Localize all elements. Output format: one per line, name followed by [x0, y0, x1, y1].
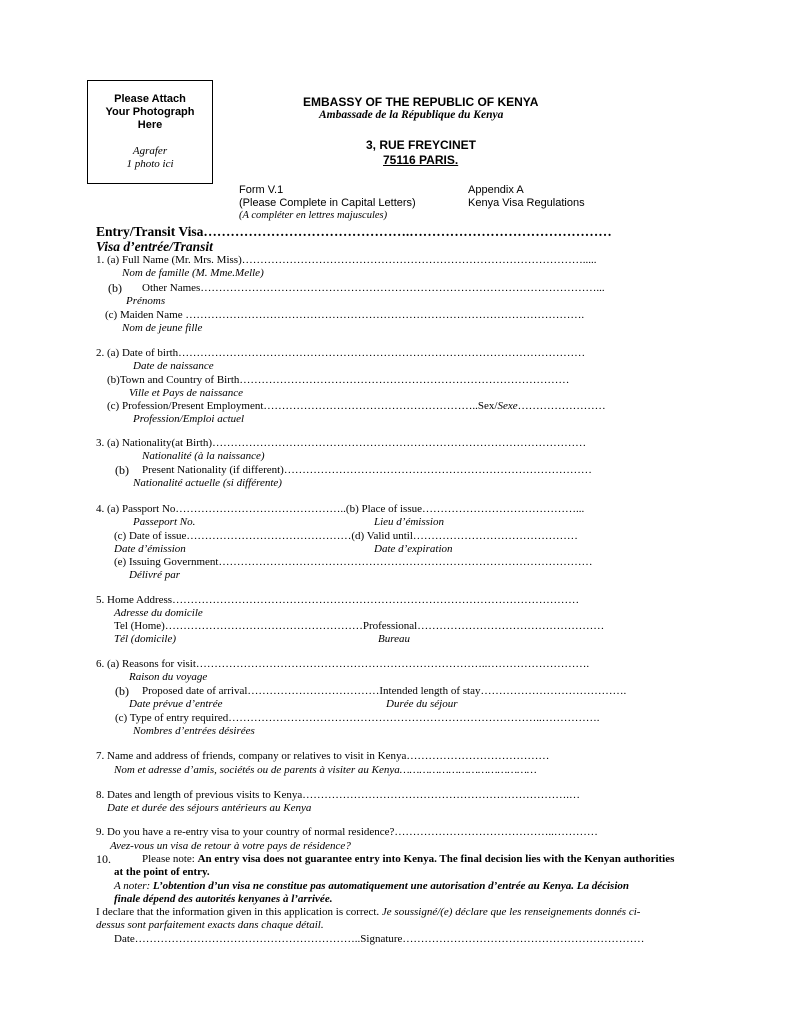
entry-type-field[interactable]: (c) Type of entry required…………………………………………………………………………..……………. — [115, 712, 600, 724]
reentry-visa-label-fr: Avez-vous un visa de retour à votre pays de résidence? — [110, 840, 351, 852]
entry-notice-cont: at the point of entry. — [114, 866, 210, 878]
regulations-label: Kenya Visa Regulations — [468, 197, 585, 209]
kenya-contacts-label-fr: Nom et adresse d’amis, sociétés ou de parents à visiter au Kenya…………………………………… — [114, 764, 537, 776]
photo-label-line1: Please Attach — [114, 93, 186, 105]
issuing-government-field[interactable]: (e) Issuing Government………………………………………………………………………………………… — [114, 556, 593, 568]
stay-length-label-fr: Durée du séjour — [386, 698, 458, 710]
arrival-stay-field[interactable]: Proposed date of arrival………………………………Intended length of stay…………………………………. — [142, 685, 627, 697]
issue-valid-dates-field[interactable]: (c) Date of issue………………………………………(d) Valid until……………………………………… — [114, 530, 578, 542]
entry-notice-fr-cont: finale dépend des autorités kenyanes à l’arrivée. — [114, 893, 333, 905]
full-name-label-fr: Nom de famille (M. Mme.Melle) — [122, 267, 264, 279]
birthplace-label-fr: Ville et Pays de naissance — [129, 387, 244, 399]
appendix-label: Appendix A — [468, 184, 524, 196]
other-names-num: (b) — [108, 281, 122, 295]
capitals-instruction: (Please Complete in Capital Letters) — [239, 197, 416, 209]
profession-sex-field[interactable]: (c) Profession/Present Employment…………………………………………………..Sex/Sexe…………………… — [107, 400, 606, 412]
place-of-issue-label-fr: Lieu d’émission — [374, 516, 444, 528]
photo-label-line2: Your Photograph — [105, 106, 195, 118]
present-nationality-field[interactable]: Present Nationality (if different)………………………………………………………………………… — [142, 464, 592, 476]
reasons-for-visit-field[interactable]: 6. (a) Reasons for visit……………………………………………………………………..………………………. — [96, 658, 590, 670]
form-number: Form V.1 — [239, 184, 284, 196]
declaration-text-fr: dessus sont parfaitement exacts dans chaque détail. — [96, 919, 324, 931]
date-of-birth-field[interactable]: 2. (a) Date of birth………………………………………………………………………………………………… — [96, 347, 586, 359]
maiden-name-field[interactable]: (c) Maiden Name ………………………………………………………………………………………………. — [105, 309, 585, 321]
birthplace-field[interactable]: (b)Town and Country of Birth……………………………………………………………………………… — [107, 374, 570, 386]
full-name-field[interactable]: 1. (a) Full Name (Mr. Mrs. Miss)…………………………………………………………………………………..... — [96, 254, 597, 266]
date-of-birth-label-fr: Date de naissance — [133, 360, 214, 372]
telephone-home-label-fr: Tél (domicile) — [114, 633, 177, 645]
photo-label-fr2: 1 photo ici — [126, 158, 174, 170]
reentry-visa-field[interactable]: 9. Do you have a re-entry visa to your country of normal residence?……………………………………..………… — [96, 826, 598, 838]
maiden-name-label-fr: Nom de jeune fille — [122, 322, 203, 334]
other-names-field[interactable]: Other Names………………………………………………………………………………………………... — [142, 282, 605, 294]
date-signature-field[interactable]: Date……………………………………………………..Signature………………………………………………………… — [114, 933, 645, 945]
entry-notice: Please note: An entry visa does not guarantee entry into Kenya. The final decision lies with the Kenyan authorities — [142, 853, 675, 865]
arrival-stay-num: (b) — [115, 684, 129, 698]
kenya-contacts-field[interactable]: 7. Name and address of friends, company or relatives to visit in Kenya………………………………… — [96, 750, 550, 762]
entry-notice-fr: A noter: L’obtention d’un visa ne constitue pas automatiquement une autorisation d’entrée au Kenya. La décision — [114, 880, 630, 892]
other-names-label-fr: Prénoms — [126, 295, 166, 307]
arrival-date-label-fr: Date prévue d’entrée — [129, 698, 223, 710]
home-address-field[interactable]: 5. Home Address………………………………………………………………………………………………… — [96, 594, 580, 606]
previous-visits-label-fr: Date et durée des séjours antérieurs au Kenya — [107, 802, 312, 814]
passport-label-fr: Passeport No. — [133, 516, 196, 528]
previous-visits-field[interactable]: 8. Dates and length of previous visits to Kenya……………………………………………………………….… — [96, 789, 580, 801]
address-line2: 75116 PARIS. — [383, 153, 459, 167]
issuing-government-label-fr: Délivré par — [129, 569, 181, 581]
photo-label-line3: Here — [137, 119, 163, 131]
entry-transit-visa-heading: Entry/Transit Visa……………………………………….……………………………………… — [96, 224, 612, 239]
issue-date-label-fr: Date d’émission — [114, 543, 186, 555]
reasons-for-visit-label-fr: Raison du voyage — [129, 671, 208, 683]
telephone-office-label-fr: Bureau — [378, 633, 410, 645]
home-address-label-fr: Adresse du domicile — [114, 607, 203, 619]
photo-attachment-box — [87, 80, 213, 184]
embassy-subtitle: Ambassade de la République du Kenya — [319, 109, 504, 121]
passport-place-field[interactable]: 4. (a) Passport No………………………………………..(b) Place of issue……………………………………... — [96, 503, 585, 515]
entry-type-label-fr: Nombres d’entrées désirées — [133, 725, 255, 737]
capitals-instruction-fr: (A compléter en lettres majuscules) — [239, 210, 388, 221]
entry-transit-visa-heading-fr: Visa d’entrée/Transit — [96, 239, 213, 254]
nationality-birth-label-fr: Nationalité (à la naissance) — [142, 450, 265, 462]
photo-label-fr1: Agrafer — [132, 145, 168, 157]
embassy-title: EMBASSY OF THE REPUBLIC OF KENYA — [303, 95, 539, 109]
present-nationality-label-fr: Nationalité actuelle (si différente) — [133, 477, 282, 489]
nationality-birth-field[interactable]: 3. (a) Nationality(at Birth)………………………………………………………………………………………… — [96, 437, 587, 449]
address-line1: 3, RUE FREYCINET — [366, 138, 477, 152]
expiry-date-label-fr: Date d’expiration — [374, 543, 453, 555]
telephone-field[interactable]: Tel (Home)………………………………………………Professional…………………………………………… — [114, 620, 605, 632]
profession-label-fr: Profession/Emploi actuel — [133, 413, 245, 425]
declaration-text: I declare that the information given in this application is correct. Je soussigné/(e) déclare que les renseignements donnés ci- — [96, 906, 641, 918]
note-number: 10. — [96, 852, 111, 866]
present-nationality-num: (b) — [115, 463, 129, 477]
